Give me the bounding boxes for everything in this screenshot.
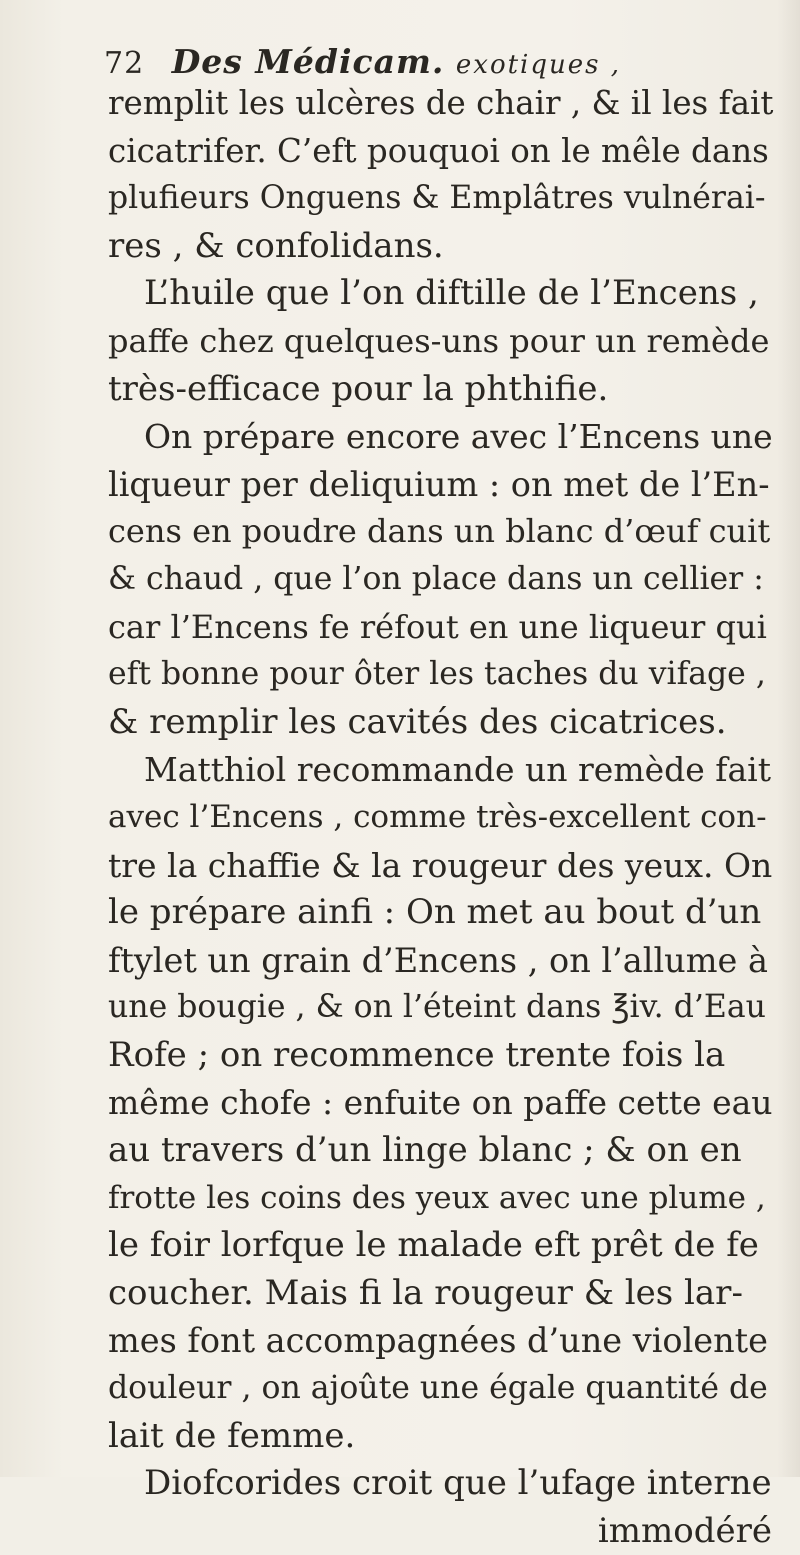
text-line: au travers d’un linge blanc ; & on en (108, 1130, 742, 1171)
text-line: avec l’Encens , comme très-excellent con- (108, 798, 767, 835)
text-line: lait de femme. (108, 1415, 356, 1456)
text-line: frotte les coins des yeux avec une plume , (108, 1179, 766, 1216)
text-line: res , & confolidans. (108, 225, 444, 266)
text-line: cicatrifer. C’eft pouquoi on le mêle dans (108, 131, 769, 170)
text-line: paffe chez quelques-uns pour un remède (108, 321, 770, 360)
catchword: immodéré (597, 1510, 772, 1551)
text-line: cens en poudre dans un blanc d’œuf cuit (108, 512, 771, 551)
text-line: coucher. Mais fi la rougeur & les lar- (108, 1272, 743, 1313)
text-line: très-efficace pour la phthifie. (108, 368, 609, 409)
body-text (108, 80, 772, 1555)
header-title: Des Médicam. (171, 42, 445, 81)
text-line: le prépare ainfi : On met au bout d’un (108, 892, 762, 933)
text-line: car l’Encens fe réfout en une liqueur qui (108, 607, 767, 646)
text-line: ftylet un grain d’Encens , on l’allume à (108, 940, 768, 980)
page-number: 72 (104, 46, 145, 81)
text-line: & chaud , que l’on place dans un cellier : (108, 560, 764, 597)
text-line: mes font accompagnées d’une violente (108, 1321, 768, 1361)
text-line: une bougie , & on l’éteint dans ℥iv. d’Eau (108, 989, 766, 1026)
header-subtitle: exotiques , (455, 50, 622, 80)
text-line: eft bonne pour ôter les taches du vifage , (108, 656, 766, 693)
text-line: liqueur per deliquium : on met de l’En- (108, 464, 770, 504)
text-line: même chofe : enfuite on paffe cette eau (108, 1083, 773, 1123)
text-line: remplit les ulcères de chair , & il les fait (108, 84, 774, 122)
text-line: Rofe ; on recommence trente fois la (108, 1034, 726, 1075)
text-line: Diofcorides croit que l’ufage interne (144, 1463, 772, 1504)
text-line: On prépare encore avec l’Encens une (144, 417, 773, 457)
text-line: douleur , on ajoûte une égale quantité de (108, 1370, 768, 1407)
text-line: tre la chaffie & la rougeur des yeux. On (108, 845, 773, 885)
page-edge-shadow (778, 0, 800, 1477)
text-line: plufieurs Onguens & Emplâtres vulnérai- (108, 180, 766, 217)
text-line: & remplir les cavités des cicatrices. (108, 701, 727, 742)
text-line: le foir lorfque le malade eft prêt de fe (108, 1225, 759, 1266)
text-line: L’huile que l’on diftille de l’Encens , (144, 273, 759, 314)
text-line: Matthiol recommande un remède fait (144, 750, 771, 790)
